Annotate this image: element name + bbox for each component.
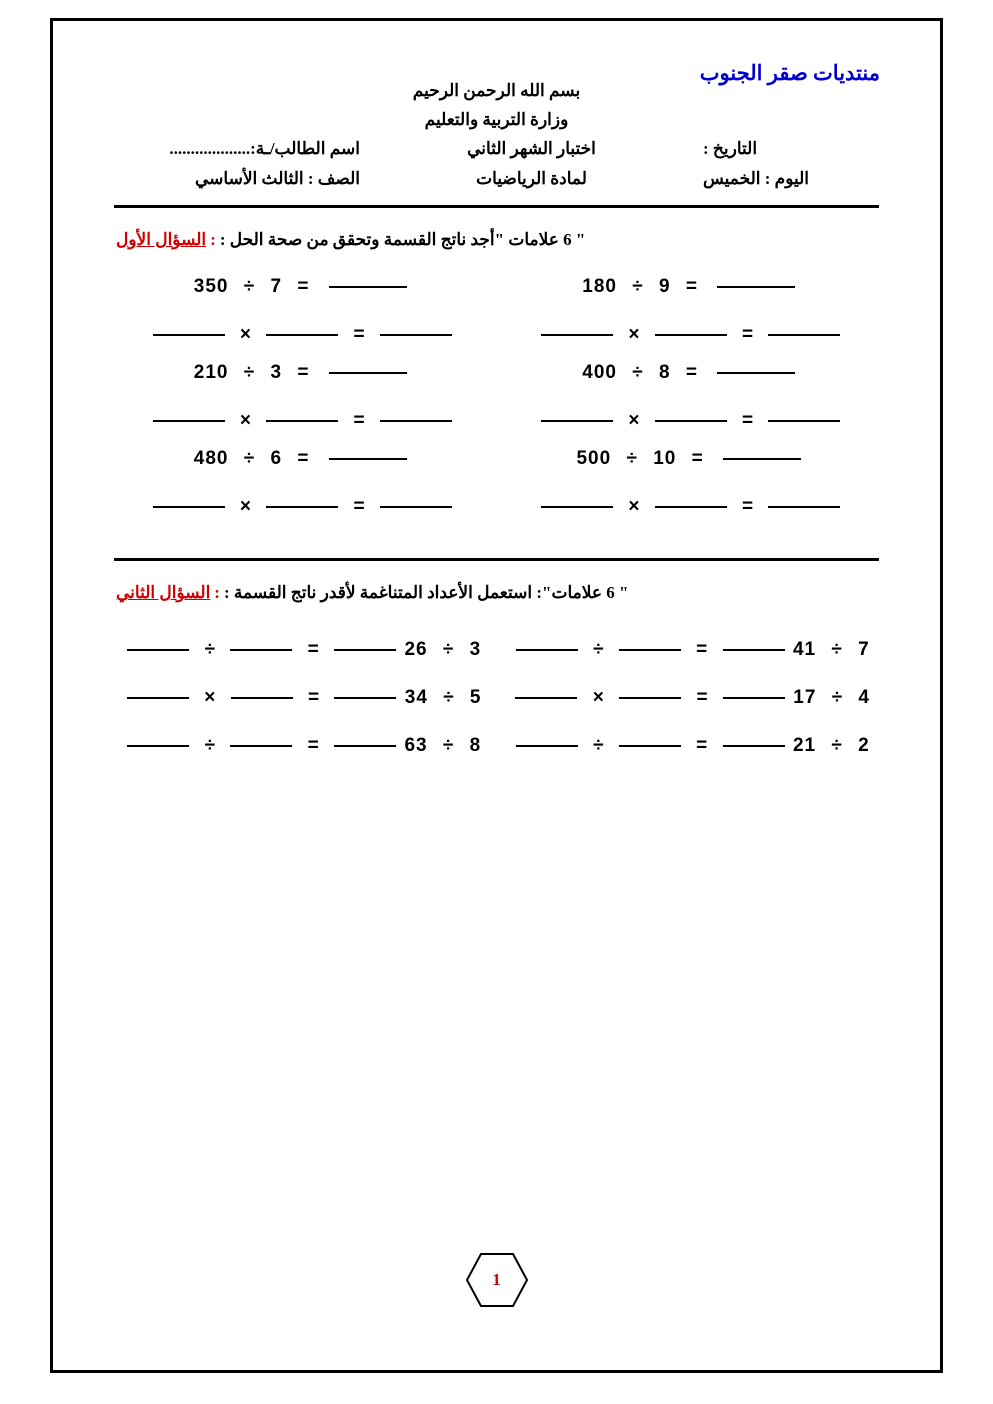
q1-check-0 [537, 324, 844, 346]
answer-blank[interactable] [230, 649, 292, 651]
answer-blank[interactable] [655, 506, 727, 508]
q2-work-1 [123, 639, 400, 661]
divide-icon: ÷ [442, 735, 455, 756]
page-content [108, 81, 885, 757]
q1-check-2 [537, 410, 844, 432]
class-label: الصف : الثالث الأساسي [195, 169, 361, 188]
divide-icon: ÷ [626, 448, 638, 469]
q2-equals-3: = [307, 687, 320, 708]
q1-item-5 [108, 432, 497, 518]
q2-work-0 [512, 639, 789, 661]
answer-blank[interactable] [334, 697, 396, 699]
answer-blank[interactable] [516, 745, 578, 747]
answer-blank[interactable] [266, 334, 338, 336]
q1-expression-0 [582, 276, 799, 298]
header-row-2 [108, 169, 885, 189]
answer-blank[interactable] [127, 697, 189, 699]
answer-blank[interactable] [655, 334, 727, 336]
q1-check-3 [149, 410, 456, 432]
q1-item-2 [497, 346, 886, 432]
q2-equals-4: = [696, 735, 708, 756]
question-1-grid [108, 260, 885, 518]
multiply-icon: × [239, 410, 251, 431]
answer-blank[interactable] [230, 745, 292, 747]
multiply-icon: × [239, 324, 251, 345]
q2-equals-0: = [696, 639, 708, 660]
divide-icon: ÷ [443, 687, 455, 708]
divide-icon: ÷ [204, 639, 216, 660]
q2-item-4 [497, 709, 886, 757]
divide-icon: ÷ [593, 735, 604, 756]
answer-blank[interactable] [619, 649, 681, 651]
divide-icon: ÷ [243, 448, 256, 469]
q1-divisor-2: 8 [658, 362, 671, 383]
date-label: التاريخ : [703, 139, 758, 158]
q1-check-equals-5: = [353, 496, 365, 517]
basmala-text: بسم الله الرحمن الرحيم [412, 81, 581, 100]
answer-blank[interactable] [717, 372, 795, 374]
question-1-colon: : [210, 230, 216, 249]
q1-expression-2 [582, 362, 799, 384]
answer-blank[interactable] [541, 506, 613, 508]
q2-divisor-5: 8 [469, 735, 482, 756]
q1-equals-5: = [297, 448, 310, 469]
question-2-grid [108, 613, 885, 757]
answer-blank[interactable] [153, 420, 225, 422]
question-1-heading [116, 230, 877, 250]
day-label: اليوم : الخميس [703, 169, 810, 188]
divide-icon: ÷ [204, 735, 216, 756]
subject-label: لمادة الرياضيات [476, 169, 587, 188]
answer-blank[interactable] [768, 334, 840, 336]
page-number: 1 [492, 1270, 501, 1289]
header-divider [114, 205, 879, 208]
q2-item-2 [497, 661, 886, 709]
multiply-icon: × [204, 687, 216, 708]
header-row-1 [108, 139, 885, 159]
divide-icon: ÷ [593, 639, 604, 660]
forum-watermark: منتديات صقر الجنوب [699, 61, 880, 85]
multiply-icon: × [239, 496, 251, 517]
divide-icon: ÷ [442, 639, 455, 660]
answer-blank[interactable] [515, 697, 577, 699]
q2-dividend-2: 17 [793, 687, 817, 708]
answer-blank[interactable] [334, 745, 396, 747]
answer-blank[interactable] [541, 420, 613, 422]
answer-blank[interactable] [380, 420, 452, 422]
q2-work-3 [123, 687, 400, 709]
answer-blank[interactable] [231, 697, 293, 699]
answer-blank[interactable] [541, 334, 613, 336]
q2-expression-2 [793, 687, 870, 709]
question-2-text: : استعمل الأعداد المتناغمة لأقدر ناتج القسمة : [223, 583, 543, 602]
q1-check-1 [149, 324, 456, 346]
q2-divisor-1: 3 [469, 639, 482, 660]
q1-expression-3 [194, 362, 411, 384]
q1-divisor-5: 6 [270, 448, 283, 469]
q2-expression-5 [404, 735, 481, 757]
page-number-badge [465, 1252, 529, 1308]
question-2-marks: " 6 علامات" [542, 583, 629, 602]
q2-dividend-4: 21 [792, 735, 817, 756]
q1-check-equals-4: = [742, 496, 754, 517]
q1-expression-5 [194, 448, 411, 470]
multiply-icon: × [628, 496, 640, 517]
divide-icon: ÷ [831, 639, 843, 660]
q1-item-0 [497, 260, 886, 346]
question-2-heading [116, 583, 877, 603]
answer-blank[interactable] [329, 372, 407, 374]
multiply-icon: × [592, 687, 604, 708]
q2-work-2 [511, 687, 788, 709]
q1-divisor-1: 7 [270, 276, 283, 297]
answer-blank[interactable] [153, 506, 225, 508]
q1-item-4 [497, 432, 886, 518]
q2-equals-1: = [307, 639, 319, 660]
q1-check-equals-0: = [742, 324, 754, 345]
answer-blank[interactable] [717, 286, 795, 288]
divide-icon: ÷ [243, 276, 256, 297]
divide-icon: ÷ [632, 362, 644, 383]
answer-blank[interactable] [380, 506, 452, 508]
q1-check-5 [149, 496, 456, 518]
q2-item-3 [108, 661, 497, 709]
q2-equals-2: = [696, 687, 708, 708]
multiply-icon: × [628, 324, 640, 345]
answer-blank[interactable] [768, 420, 840, 422]
q1-check-equals-2: = [742, 410, 754, 431]
answer-blank[interactable] [723, 697, 785, 699]
q1-divisor-4: 10 [653, 448, 677, 469]
q1-check-equals-1: = [353, 324, 365, 345]
q2-expression-0 [793, 639, 870, 661]
q2-divisor-3: 5 [469, 687, 482, 708]
q2-dividend-3: 34 [404, 687, 428, 708]
q2-divisor-2: 4 [858, 687, 870, 708]
answer-blank[interactable] [619, 697, 681, 699]
q2-expression-3 [405, 687, 482, 709]
q1-equals-1: = [297, 276, 310, 297]
q2-dividend-0: 41 [792, 639, 817, 660]
question-2-colon: : [214, 583, 220, 602]
q1-dividend-3: 210 [193, 362, 229, 383]
q2-item-1 [108, 613, 497, 661]
q1-dividend-2: 400 [582, 362, 617, 383]
q1-divisor-0: 9 [658, 276, 671, 297]
q1-equals-0: = [685, 276, 698, 297]
answer-blank[interactable] [723, 745, 785, 747]
q2-expression-4 [793, 735, 870, 757]
q1-dividend-5: 480 [193, 448, 229, 469]
q2-work-4 [512, 735, 789, 757]
q2-dividend-1: 26 [404, 639, 428, 660]
q2-item-0 [497, 613, 886, 661]
exam-page [50, 18, 943, 1373]
answer-blank[interactable] [127, 649, 189, 651]
q2-work-5 [123, 735, 400, 757]
question-1-marks: " 6 علامات " [494, 230, 586, 249]
q1-item-3 [108, 346, 497, 432]
answer-blank[interactable] [619, 745, 681, 747]
answer-blank[interactable] [329, 458, 407, 460]
q1-expression-1 [194, 276, 411, 298]
question-1-title: السؤال الأول [116, 230, 207, 249]
answer-blank[interactable] [334, 649, 396, 651]
question-2-title: السؤال الثاني [116, 583, 211, 602]
exam-title: اختبار الشهر الثاني [467, 139, 596, 158]
q1-dividend-0: 180 [582, 276, 617, 297]
q1-check-4 [537, 496, 844, 518]
answer-blank[interactable] [723, 458, 801, 460]
q2-equals-5: = [307, 735, 319, 756]
answer-blank[interactable] [768, 506, 840, 508]
q1-equals-2: = [685, 362, 698, 383]
q1-equals-3: = [297, 362, 310, 383]
q2-item-5 [108, 709, 497, 757]
answer-blank[interactable] [329, 286, 407, 288]
answer-blank[interactable] [723, 649, 785, 651]
page-number-area [53, 1252, 940, 1308]
section-divider [114, 558, 879, 561]
answer-blank[interactable] [380, 334, 452, 336]
q1-dividend-1: 350 [193, 276, 229, 297]
q1-equals-4: = [691, 448, 704, 469]
q2-divisor-0: 7 [858, 639, 870, 660]
q1-dividend-4: 500 [576, 448, 612, 469]
q2-dividend-5: 63 [404, 735, 428, 756]
q2-divisor-4: 2 [858, 735, 870, 756]
answer-blank[interactable] [153, 334, 225, 336]
q1-check-equals-3: = [353, 410, 365, 431]
question-1-text: أجد ناتج القسمة وتحقق من صحة الحل : [219, 230, 495, 249]
answer-blank[interactable] [127, 745, 189, 747]
q2-expression-1 [404, 639, 481, 661]
ministry-text: وزارة التربية والتعليم [424, 110, 569, 129]
multiply-icon: × [628, 410, 640, 431]
divide-icon: ÷ [243, 362, 256, 383]
q1-expression-4 [576, 448, 805, 470]
answer-blank[interactable] [655, 420, 727, 422]
divide-icon: ÷ [831, 735, 843, 756]
divide-icon: ÷ [831, 687, 844, 708]
student-name-label: اسم الطالب/ـة:................... [169, 139, 360, 158]
answer-blank[interactable] [266, 506, 338, 508]
q1-divisor-3: 3 [270, 362, 283, 383]
answer-blank[interactable] [266, 420, 338, 422]
answer-blank[interactable] [516, 649, 578, 651]
divide-icon: ÷ [632, 276, 644, 297]
q1-item-1 [108, 260, 497, 346]
